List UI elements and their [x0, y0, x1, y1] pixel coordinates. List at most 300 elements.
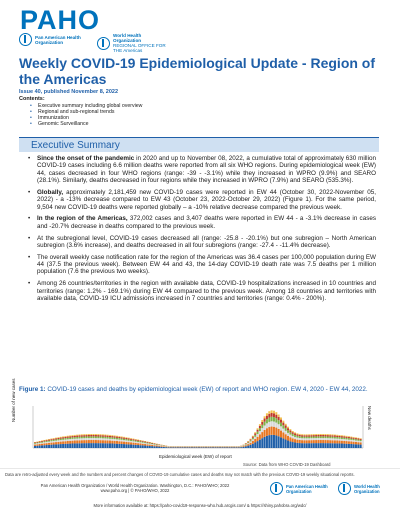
bar-segment	[149, 443, 151, 444]
bar-segment	[172, 447, 174, 448]
bar-segment	[135, 440, 137, 441]
bar-segment	[343, 441, 345, 444]
bar-segment	[266, 436, 268, 448]
bar-segment	[332, 438, 334, 440]
bar-segment	[64, 441, 66, 444]
bar-segment	[332, 434, 334, 435]
bar-segment	[57, 438, 59, 439]
bar-segment	[137, 441, 139, 442]
bar-segment	[128, 442, 130, 444]
bar-segment	[327, 436, 329, 438]
bar-segment	[317, 434, 319, 435]
bar-segment	[325, 443, 327, 448]
bar-segment	[135, 439, 137, 440]
bar-segment	[149, 444, 151, 445]
bar-segment	[81, 434, 83, 435]
bar-segment	[93, 438, 95, 440]
bar-segment	[214, 447, 216, 448]
bar-segment	[39, 446, 41, 448]
bar-segment	[198, 447, 200, 448]
bar-segment	[247, 442, 249, 443]
bar-segment	[67, 436, 69, 437]
bar-segment	[146, 442, 148, 443]
bar-segment	[34, 443, 36, 444]
bar-segment	[273, 427, 275, 435]
bar-segment	[320, 436, 322, 438]
bar-segment	[53, 440, 55, 441]
bar-segment	[336, 440, 338, 443]
bar-segment	[271, 421, 273, 426]
bar-segment	[175, 447, 177, 448]
bar-segment	[219, 447, 221, 448]
bar-segment	[348, 438, 350, 439]
contents-label: Contents:	[19, 96, 45, 102]
bar-segment	[125, 437, 127, 438]
bar-segment	[34, 442, 36, 443]
bar-segment	[74, 441, 76, 444]
bar-segment	[144, 442, 146, 443]
bar-segment	[144, 442, 146, 443]
bar-segment	[123, 439, 125, 440]
bar-segment	[289, 441, 291, 448]
bar-segment	[81, 437, 83, 439]
bar-segment	[275, 423, 277, 428]
bar-segment	[132, 445, 134, 448]
bar-segment	[64, 438, 66, 439]
bar-segment	[48, 442, 50, 443]
bar-segment	[104, 437, 106, 439]
who-emblem-icon	[97, 37, 110, 50]
paho-emblem-icon	[270, 482, 283, 495]
bar-segment	[317, 440, 319, 443]
bar-segment	[292, 432, 294, 434]
bar-segment	[287, 436, 289, 441]
bar-segment	[245, 444, 247, 445]
bar-segment	[83, 443, 85, 448]
bar-segment	[76, 439, 78, 441]
bar-segment	[102, 438, 104, 440]
bar-segment	[114, 435, 116, 436]
bar-segment	[252, 436, 254, 437]
bar-segment	[116, 444, 118, 448]
bar-segment	[332, 440, 334, 443]
bar-segment	[322, 438, 324, 440]
bar-segment	[322, 436, 324, 438]
bar-segment	[88, 435, 90, 436]
summary-bullets	[28, 155, 376, 307]
bar-segment	[121, 440, 123, 442]
bar-segment	[123, 442, 125, 444]
bar-segment	[156, 446, 158, 448]
bar-segment	[355, 438, 357, 439]
bar-segment	[118, 437, 120, 438]
bar-segment	[34, 446, 36, 448]
bar-segment	[189, 447, 191, 448]
bar-segment	[308, 440, 310, 443]
bar-segment	[339, 441, 341, 444]
bar-segment	[161, 447, 163, 448]
bar-segment	[271, 410, 273, 413]
bar-segment	[245, 444, 247, 445]
bar-segment	[299, 434, 301, 435]
bar-segment	[310, 435, 312, 436]
bar-segment	[266, 419, 268, 423]
bar-segment	[123, 440, 125, 442]
bar-segment	[313, 435, 315, 436]
bar-segment	[114, 436, 116, 437]
bar-segment	[341, 437, 343, 439]
bar-segment	[111, 436, 113, 437]
bar-segment	[254, 432, 256, 433]
bar-segment	[250, 443, 252, 445]
bar-segment	[273, 413, 275, 417]
bar-segment	[153, 446, 155, 448]
bar-segment	[308, 437, 310, 439]
bar-segment	[268, 417, 270, 421]
bar-segment	[343, 436, 345, 437]
bar-segment	[179, 447, 181, 448]
bar-segment	[116, 436, 118, 437]
bar-segment	[111, 441, 113, 444]
bar-segment	[315, 436, 317, 438]
bar-segment	[271, 413, 273, 417]
bar-segment	[221, 447, 223, 448]
bar-segment	[247, 443, 249, 444]
who-emblem-icon	[338, 482, 351, 495]
bar-segment	[156, 445, 158, 446]
bar-segment	[69, 444, 71, 448]
bar-segment	[109, 439, 111, 441]
footer-paho-block: Pan American Health Organization	[270, 482, 334, 495]
bar-segment	[278, 429, 280, 436]
bar-segment	[320, 440, 322, 443]
bar-segment	[46, 441, 48, 442]
bar-segment	[350, 441, 352, 444]
bar-segment	[303, 437, 305, 439]
bar-segment	[294, 443, 296, 448]
bar-segment	[79, 435, 81, 436]
bar-segment	[292, 431, 294, 432]
bar-segment	[301, 443, 303, 448]
bar-segment	[142, 444, 144, 446]
bar-segment	[336, 437, 338, 439]
bar-segment	[128, 438, 130, 439]
bar-segment	[259, 434, 261, 439]
bar-segment	[93, 435, 95, 436]
bar-segment	[294, 435, 296, 437]
bar-segment	[228, 447, 230, 448]
bar-segment	[36, 443, 38, 444]
bar-segment	[341, 439, 343, 441]
section-title: Executive Summary	[31, 140, 120, 151]
bar-segment	[257, 432, 259, 434]
bar-segment	[310, 443, 312, 448]
bar-segment	[149, 445, 151, 446]
bar-segment	[76, 436, 78, 437]
bar-segment	[348, 436, 350, 437]
bar-segment	[268, 411, 270, 414]
bar-segment	[67, 444, 69, 448]
bar-segment	[245, 443, 247, 444]
bar-segment	[261, 420, 263, 422]
bar-segment	[139, 443, 141, 445]
bar-segment	[109, 435, 111, 436]
bar-segment	[104, 435, 106, 436]
bar-segment	[90, 443, 92, 448]
bar-segment	[36, 444, 38, 445]
bar-segment	[360, 439, 362, 440]
section-header	[19, 137, 379, 152]
bar-segment	[247, 446, 249, 448]
bar-segment	[348, 440, 350, 442]
bar-segment	[116, 441, 118, 444]
bar-segment	[315, 438, 317, 440]
bar-segment	[100, 438, 102, 440]
paho-logo: PAHO	[20, 5, 101, 35]
bar-segment	[97, 443, 99, 448]
bar-segment	[285, 431, 287, 434]
bar-segment	[355, 442, 357, 444]
bar-segment	[93, 440, 95, 443]
bar-segment	[48, 441, 50, 442]
bar-segment	[289, 432, 291, 434]
bar-segment	[285, 434, 287, 439]
bar-segment	[341, 444, 343, 448]
bar-segment	[130, 439, 132, 440]
paho-org-name: Pan American Health Organization	[35, 34, 81, 45]
bar-segment	[257, 428, 259, 429]
bar-segment	[329, 434, 331, 435]
bar-segment	[278, 436, 280, 448]
bar-segment	[62, 436, 64, 437]
bar-segment	[48, 440, 50, 441]
bar-segment	[322, 434, 324, 435]
bar-segment	[315, 434, 317, 435]
bar-segment	[139, 445, 141, 448]
bar-segment	[280, 417, 282, 419]
bar-segment	[86, 443, 88, 448]
bar-segment	[81, 440, 83, 443]
bar-segment	[357, 440, 359, 441]
bar-segment	[97, 436, 99, 438]
bar-segment	[285, 440, 287, 448]
bar-segment	[76, 437, 78, 439]
bar-segment	[273, 411, 275, 414]
bar-segment	[264, 419, 266, 422]
bar-segment	[60, 437, 62, 438]
bar-segment	[43, 443, 45, 445]
bar-segment	[308, 434, 310, 435]
bar-segment	[264, 422, 266, 426]
bar-segment	[261, 425, 263, 428]
bar-segment	[240, 447, 242, 448]
bar-segment	[149, 442, 151, 443]
bar-segment	[275, 428, 277, 436]
bar-segment	[95, 435, 97, 436]
bar-segment	[121, 444, 123, 448]
bar-segment	[285, 424, 287, 426]
bar-segment	[266, 413, 268, 415]
bar-segment	[86, 435, 88, 436]
bar-segment	[125, 444, 127, 448]
bar-segment	[116, 437, 118, 438]
bar-segment	[266, 428, 268, 436]
bar-segment	[121, 436, 123, 437]
bar-segment	[294, 439, 296, 442]
bar-segment	[252, 439, 254, 441]
bar-segment	[287, 428, 289, 430]
bar-segment	[343, 439, 345, 441]
bar-segment	[336, 439, 338, 441]
bar-segment	[46, 440, 48, 441]
bar-segment	[306, 437, 308, 439]
bar-segment	[296, 436, 298, 438]
bar-segment	[259, 440, 261, 448]
bar-segment	[310, 434, 312, 435]
bar-segment	[41, 443, 43, 444]
paho-emblem-icon	[19, 33, 32, 46]
bar-segment	[310, 440, 312, 443]
footnote: Data are retro-adjusted every week and the numbers and percent changes of COVID-19 cumulative cases and deaths may not match with the previous COVID-19 weekly situational reports.	[5, 472, 355, 477]
bar-segment	[252, 438, 254, 439]
bar-segment	[64, 436, 66, 437]
bar-segment	[334, 435, 336, 436]
bar-segment	[315, 440, 317, 443]
bar-segment	[67, 437, 69, 438]
bar-segment	[95, 440, 97, 443]
bar-segment	[121, 441, 123, 444]
bar-segment	[259, 424, 261, 426]
bar-segment	[69, 436, 71, 437]
bar-segment	[360, 441, 362, 442]
bar-segment	[161, 446, 163, 447]
bar-segment	[57, 440, 59, 442]
bar-segment	[79, 437, 81, 439]
bar-segment	[289, 429, 291, 430]
bar-segment	[151, 446, 153, 448]
bar-segment	[102, 443, 104, 448]
bar-segment	[357, 442, 359, 444]
bar-segment	[53, 442, 55, 444]
bar-segment	[212, 447, 214, 448]
bar-segment	[53, 439, 55, 440]
bar-segment	[121, 438, 123, 439]
bar-segment	[329, 443, 331, 448]
bar-segment	[334, 436, 336, 437]
footer-divider	[0, 468, 400, 469]
bar-segment	[100, 437, 102, 439]
bar-segment	[125, 438, 127, 439]
bar-segment	[224, 447, 226, 448]
bar-segment	[158, 447, 160, 448]
chart-source: Source: Data from WHO COVID-19 Dashboard	[243, 462, 331, 467]
bar-segment	[104, 440, 106, 443]
bar-segment	[130, 442, 132, 444]
bar-segment	[299, 443, 301, 448]
bar-segment	[245, 446, 247, 448]
bar-segment	[55, 444, 57, 448]
summary-item: • Globally, approximately 2,181,459 new COVID-19 cases were reported in EW 44 (October 30, 2022-November 05, 2022) - a -13% decrease compared to EW 43 (October 23, 2022-October 29, 2022) (Figure 1). For the same period, 9,504 new COVID-19 deaths were reported globally – a -10% relative decrease compared the previous week.	[28, 189, 376, 211]
bar-segment	[135, 442, 137, 443]
bar-segment	[280, 437, 282, 448]
bar-segment	[339, 439, 341, 441]
bar-segment	[151, 445, 153, 446]
bar-segment	[83, 440, 85, 443]
bar-segment	[144, 444, 146, 446]
bar-segment	[69, 438, 71, 440]
bar-segment	[67, 438, 69, 439]
bar-segment	[261, 438, 263, 448]
footer-logos	[270, 482, 400, 495]
bar-segment	[203, 447, 205, 448]
bar-segment	[350, 439, 352, 440]
bar-segment	[170, 447, 172, 448]
bar-segment	[320, 443, 322, 448]
bar-segment	[287, 427, 289, 428]
bar-segment	[353, 442, 355, 444]
bar-segment	[247, 444, 249, 446]
bar-segment	[327, 435, 329, 436]
bar-segment	[116, 438, 118, 439]
bar-segment	[153, 444, 155, 445]
bar-segment	[118, 441, 120, 444]
bar-segment	[102, 437, 104, 439]
bar-segment	[250, 439, 252, 440]
bar-segment	[254, 439, 256, 442]
bar-segment	[348, 444, 350, 448]
bar-segment	[301, 438, 303, 440]
bar-segment	[303, 434, 305, 435]
bar-segment	[334, 437, 336, 439]
bar-segment	[156, 445, 158, 446]
bar-segment	[62, 437, 64, 438]
bar-segment	[55, 438, 57, 439]
bar-segment	[264, 416, 266, 418]
bar-segment	[88, 440, 90, 443]
bar-segment	[104, 438, 106, 440]
bar-segment	[341, 441, 343, 444]
bar-segment	[299, 436, 301, 438]
bar-segment	[74, 443, 76, 448]
bar-segment	[62, 441, 64, 444]
bar-segment	[308, 443, 310, 448]
bar-segment	[111, 435, 113, 436]
bar-segment	[90, 434, 92, 435]
bar-segment	[303, 438, 305, 440]
summary-item: • Since the onset of the pandemic in 2020 and up to November 08, 2022, a cumulative total of approximately 630 million COVID-19 cases including 6.6 million deaths were reported from all six WHO regions. During epidemiological week (EW) 44, cases decreased in four WHO regions (range: -39 - -3.1%) while they increased in WPRO (9.9%) and SEARO (28.1%). Similarly, deaths decreased in four regions while they increased in WPRO (7.9%) and SEARO (535.3%).	[28, 155, 376, 185]
bar-segment	[67, 441, 69, 444]
bar-segment	[257, 434, 259, 437]
bar-segment	[287, 433, 289, 436]
bar-segment	[125, 440, 127, 442]
bar-segment	[350, 437, 352, 438]
bar-segment	[100, 440, 102, 443]
bar-segment	[97, 434, 99, 435]
bar-segment	[282, 432, 284, 438]
bar-segment	[55, 442, 57, 444]
bar-segment	[254, 433, 256, 435]
bar-segment	[64, 437, 66, 438]
bar-segment	[41, 441, 43, 442]
bar-segment	[83, 437, 85, 439]
bar-segment	[200, 447, 202, 448]
bar-segment	[53, 438, 55, 439]
bar-segment	[102, 434, 104, 435]
bar-segment	[339, 435, 341, 436]
footer-org: Pan American Health Organization / World Health Organization. Washington, D.C.: PAHO/WHO; 2022 www.paho.org | © PAHO/WHO, 2022	[40, 483, 230, 494]
bar-segment	[146, 443, 148, 444]
bar-segment	[257, 437, 259, 441]
